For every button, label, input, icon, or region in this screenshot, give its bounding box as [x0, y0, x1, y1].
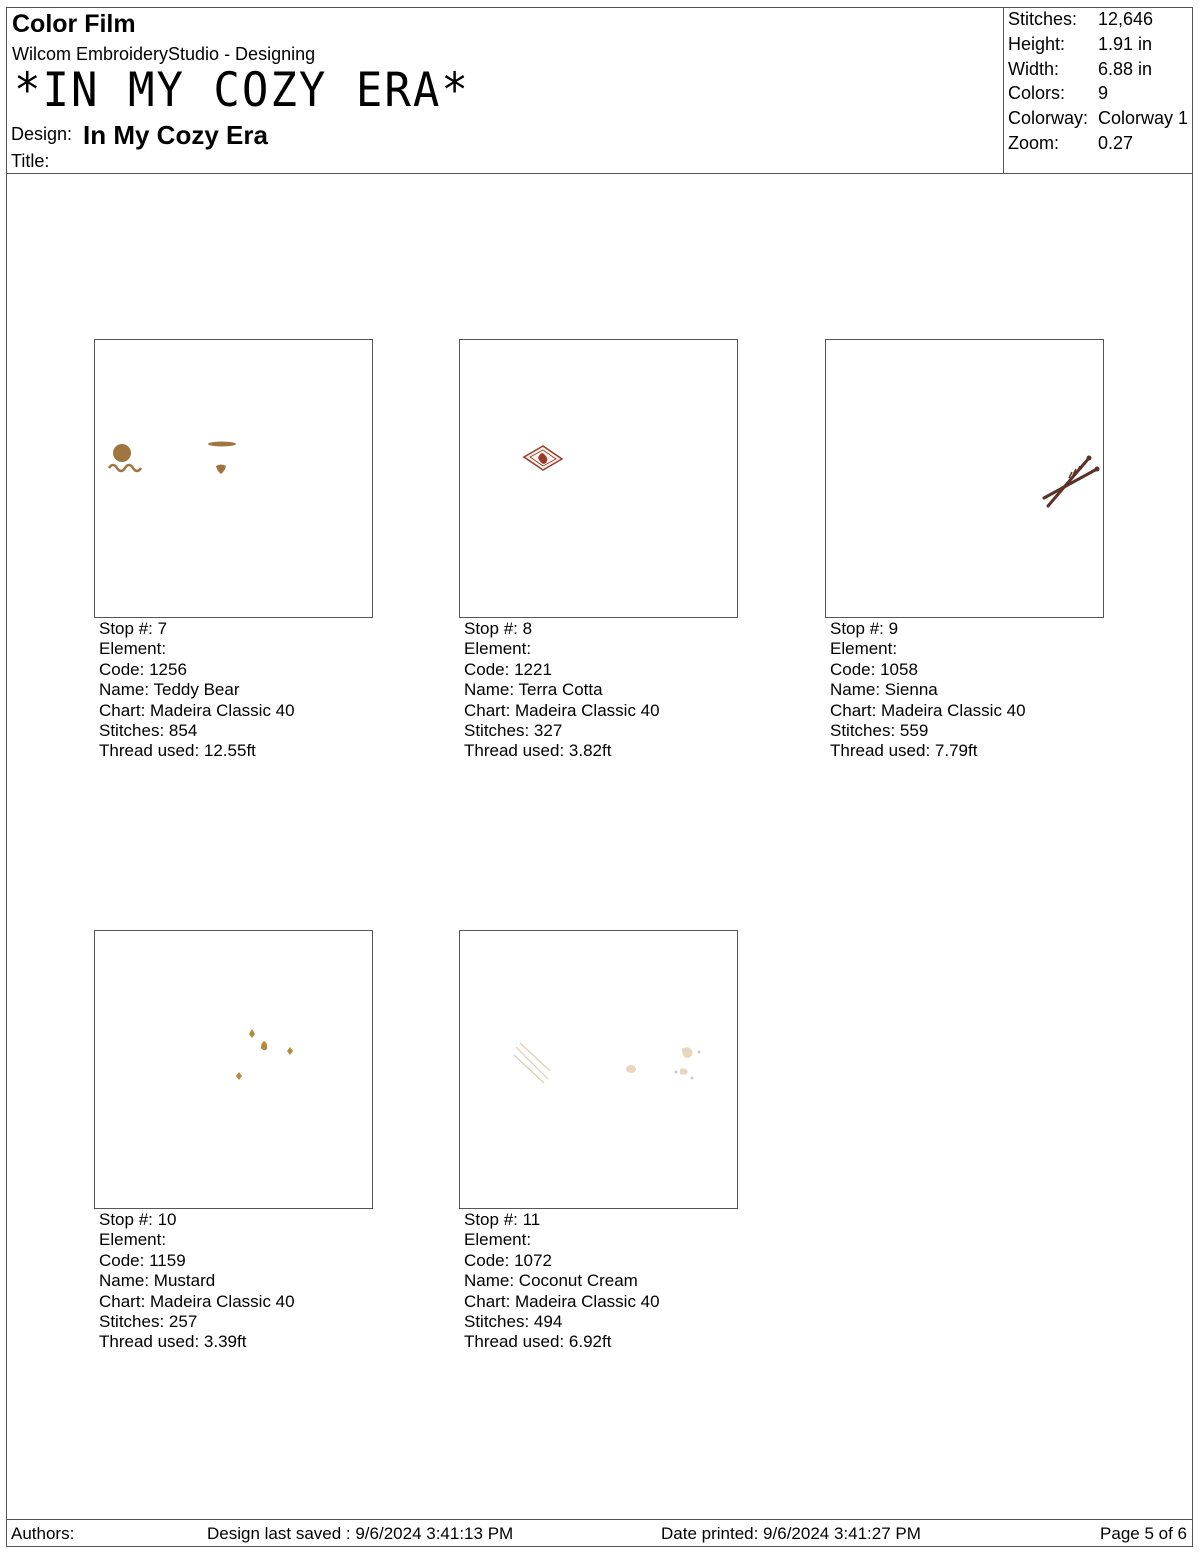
thread-name: Name: Teddy Bear	[99, 680, 240, 700]
thread-name: Name: Terra Cotta	[464, 680, 603, 700]
teddy-bear-thread-preview-icon	[95, 340, 373, 618]
last-saved: Design last saved : 9/6/2024 3:41:13 PM	[207, 1524, 514, 1543]
thread-used: Thread used: 3.82ft	[464, 741, 612, 761]
thread-code: Code: 1221	[464, 659, 552, 679]
thread-name: Name: Sienna	[830, 680, 938, 700]
stat-label: Width:	[1008, 59, 1060, 79]
authors-label: Authors:	[11, 1524, 75, 1543]
thread-code: Code: 1058	[830, 659, 918, 679]
stop-number: Stop #: 10	[99, 1210, 177, 1229]
thread-used: Thread used: 12.55ft	[99, 741, 256, 761]
thread-name: Name: Coconut Cream	[464, 1271, 638, 1291]
thread-code: Code: 1256	[99, 659, 187, 679]
thread-chart: Chart: Madeira Classic 40	[830, 700, 1026, 720]
stat-value: 12,646	[1098, 9, 1154, 29]
thread-preview	[94, 339, 373, 618]
design-label: Design:	[11, 124, 73, 144]
color-stop-details	[99, 1210, 295, 1353]
thread-preview	[94, 930, 373, 1209]
mustard-thread-preview-icon	[95, 931, 373, 1209]
thread-name: Name: Mustard	[99, 1271, 216, 1291]
color-stop-details	[830, 619, 1026, 762]
stat-value: 6.88 in	[1098, 59, 1153, 79]
date-printed: Date printed: 9/6/2024 3:41:27 PM	[661, 1524, 921, 1543]
stitch-count: Stitches: 559	[830, 720, 929, 740]
stat-value: 0.27	[1098, 133, 1134, 153]
element-label: Element:	[830, 639, 898, 659]
thread-used: Thread used: 7.79ft	[830, 741, 978, 761]
terra-cotta-thread-preview-icon	[460, 340, 738, 618]
header	[6, 7, 1193, 174]
header-info	[6, 7, 1003, 173]
page-number: Page 5 of 6	[1100, 1524, 1187, 1543]
thread-chart: Chart: Madeira Classic 40	[464, 1291, 660, 1311]
stitch-count: Stitches: 327	[464, 720, 563, 740]
stop-number: Stop #: 7	[99, 619, 168, 638]
stat-label: Colorway:	[1008, 108, 1089, 128]
stat-value: 9	[1098, 83, 1109, 103]
thread-preview	[825, 339, 1104, 618]
stat-label: Colors:	[1008, 83, 1066, 103]
thread-used: Thread used: 6.92ft	[464, 1332, 612, 1352]
thread-chart: Chart: Madeira Classic 40	[464, 700, 660, 720]
stitch-count: Stitches: 494	[464, 1311, 563, 1331]
element-label: Element:	[99, 639, 167, 659]
stat-label: Stitches:	[1008, 9, 1078, 29]
stop-number: Stop #: 8	[464, 619, 533, 638]
footer	[6, 1519, 1193, 1547]
color-stop-details	[99, 619, 295, 762]
stop-number: Stop #: 9	[830, 619, 899, 638]
thread-chart: Chart: Madeira Classic 40	[99, 700, 295, 720]
title-label: Title:	[11, 151, 50, 171]
thread-used: Thread used: 3.39ft	[99, 1332, 247, 1352]
color-stop-details	[464, 1210, 660, 1353]
element-label: Element:	[464, 1230, 532, 1250]
thread-code: Code: 1072	[464, 1250, 552, 1270]
stop-number: Stop #: 11	[464, 1210, 541, 1229]
app-name: Wilcom EmbroideryStudio - Designing	[12, 44, 316, 64]
element-label: Element:	[99, 1230, 167, 1250]
stat-label: Height:	[1008, 34, 1066, 54]
thread-preview	[459, 339, 738, 618]
stitch-count: Stitches: 257	[99, 1311, 198, 1331]
stitch-count: Stitches: 854	[99, 720, 198, 740]
color-stop-details	[464, 619, 660, 762]
sienna-thread-preview-icon	[826, 340, 1104, 618]
thread-preview	[459, 930, 738, 1209]
coconut-cream-thread-preview-icon	[460, 931, 738, 1209]
document-title: Color Film	[12, 10, 136, 38]
thread-chart: Chart: Madeira Classic 40	[99, 1291, 295, 1311]
design-stats	[1003, 7, 1193, 173]
design-name: In My Cozy Era	[83, 120, 268, 150]
thread-code: Code: 1159	[99, 1250, 186, 1270]
stat-value: Colorway 1	[1098, 108, 1189, 128]
design-preview-title: *IN MY COZY ERA*	[14, 63, 470, 119]
stat-value: 1.91 in	[1098, 34, 1153, 54]
element-label: Element:	[464, 639, 532, 659]
stat-label: Zoom:	[1008, 133, 1060, 153]
